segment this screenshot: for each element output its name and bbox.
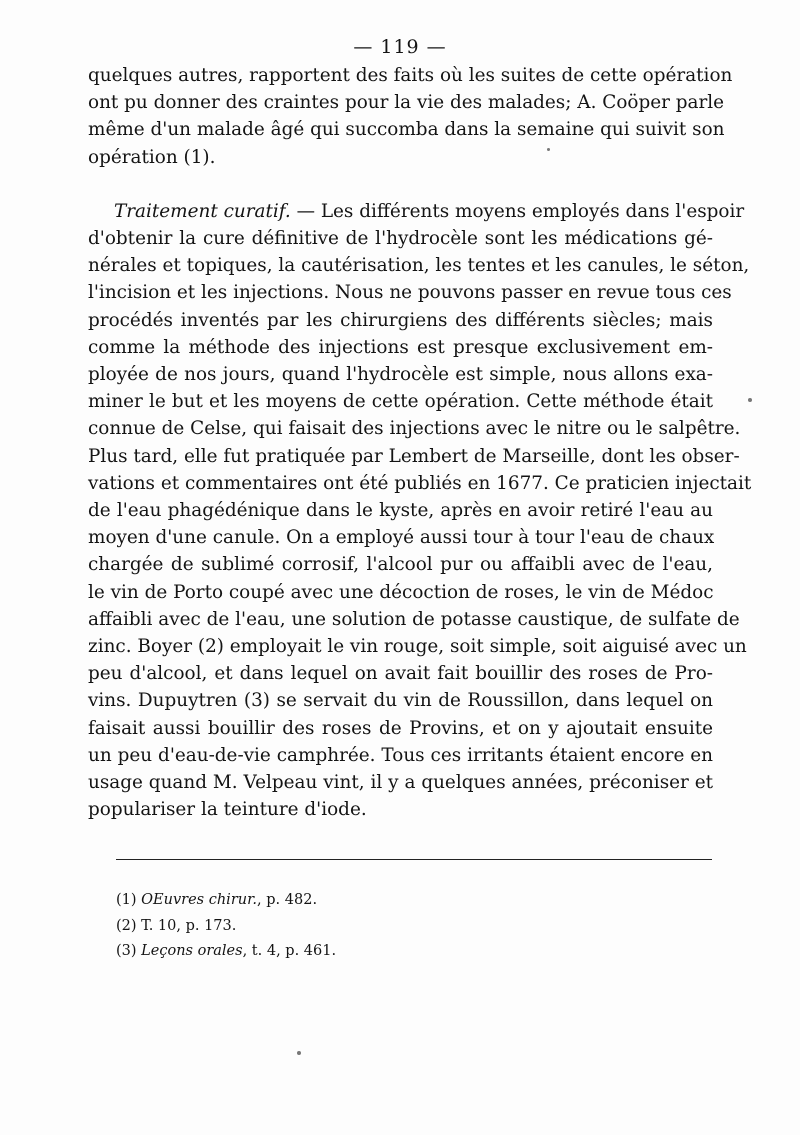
footnote-3 bbox=[116, 939, 336, 965]
text-line: usage quand M. Velpeau vint, il y a quelques années, préconiser et bbox=[88, 772, 713, 794]
body-text bbox=[88, 62, 752, 823]
text-line: populariser la teinture d'iode. bbox=[88, 799, 367, 821]
footnotes bbox=[116, 888, 336, 965]
footnote-work-title: Leçons orales bbox=[141, 943, 243, 959]
text-line: zinc. Boyer (2) employait le vin rouge, soit simple, soit aiguisé avec un bbox=[88, 636, 747, 658]
footnote-reference: , t. 4, p. 461. bbox=[242, 943, 337, 959]
text-line: même d'un malade âgé qui succomba dans la semaine qui suivit son bbox=[88, 119, 725, 141]
text-line: l'incision et les injections. Nous ne pouvons passer en revue tous ces bbox=[88, 282, 732, 304]
text-line: faisait aussi bouillir des roses de Provins, et on y ajoutait ensuite bbox=[88, 717, 713, 739]
paper-speck bbox=[547, 148, 550, 151]
text-line bbox=[88, 198, 745, 225]
footnote-work-title: OEuvres chirur. bbox=[141, 892, 258, 908]
footnote-mark: (2) bbox=[116, 917, 142, 934]
text-line: quelques autres, rapportent des faits où les suites de cette opération bbox=[88, 65, 733, 86]
paragraph-1 bbox=[88, 62, 733, 171]
text-line: d'obtenir la cure définitive de l'hydrocèle sont les médications gé- bbox=[88, 228, 713, 250]
text-line: nérales et topiques, la cautérisation, les tentes et les canules, le séton, bbox=[88, 255, 750, 277]
text-line: miner le but et les moyens de cette opération. Cette méthode était bbox=[88, 391, 713, 413]
text-line: vations et commentaires ont été publiés en 1677. Ce praticien injectait bbox=[88, 472, 752, 494]
footnote-2 bbox=[116, 914, 336, 940]
paper-speck bbox=[297, 1051, 301, 1055]
text-line: Plus tard, elle fut pratiquée par Lembert de Marseille, dont les obser- bbox=[88, 445, 740, 467]
text-line: un peu d'eau-de-vie camphrée. Tous ces irritants étaient encore en bbox=[88, 744, 713, 766]
text-line: procédés inventés par les chirurgiens des différents siècles; mais bbox=[88, 309, 713, 331]
paragraph-2 bbox=[88, 198, 752, 824]
text-line: connue de Celse, qui faisait des injections avec le nitre ou le salpêtre. bbox=[88, 418, 741, 440]
text-fragment: — Les différents moyens employés dans l'espoir bbox=[290, 200, 745, 222]
text-line: chargée de sublimé corrosif, l'alcool pur ou affaibli avec de l'eau, bbox=[88, 554, 713, 576]
text-line: de l'eau phagédénique dans le kyste, après en avoir retiré l'eau au bbox=[88, 500, 713, 522]
page-number: — 119 — bbox=[353, 36, 447, 58]
footnote-mark: (3) bbox=[116, 943, 142, 959]
text-line: vins. Dupuytren (3) se servait du vin de Roussillon, dans lequel on bbox=[88, 690, 713, 712]
text-line: peu d'alcool, et dans lequel on avait fait bouillir des roses de Pro- bbox=[88, 663, 713, 685]
text-line: comme la méthode des injections est presque exclusivement em- bbox=[88, 336, 713, 358]
paragraph-gap bbox=[88, 171, 713, 198]
text-line: affaibli avec de l'eau, une solution de potasse caustique, de sulfate de bbox=[88, 608, 740, 630]
footnote-reference: T. 10, p. 173. bbox=[141, 917, 237, 934]
text-line: le vin de Porto coupé avec une décoction de roses, le vin de Médoc bbox=[88, 581, 714, 603]
text-line: moyen d'une canule. On a employé aussi tour à tour l'eau de chaux bbox=[88, 527, 715, 549]
paper-speck bbox=[748, 398, 752, 402]
footnote-rule bbox=[116, 859, 712, 860]
footnote-mark: (1) bbox=[116, 892, 142, 908]
footnote-reference: , p. 482. bbox=[257, 892, 318, 908]
text-line: ont pu donner des craintes pour la vie des malades; A. Coöper parle bbox=[88, 92, 725, 114]
text-line: opération (1). bbox=[88, 146, 216, 168]
footnote-1 bbox=[116, 888, 336, 914]
section-heading: Traitement curatif. bbox=[114, 200, 291, 222]
text-line: ployée de nos jours, quand l'hydrocèle est simple, nous allons exa- bbox=[88, 364, 713, 386]
